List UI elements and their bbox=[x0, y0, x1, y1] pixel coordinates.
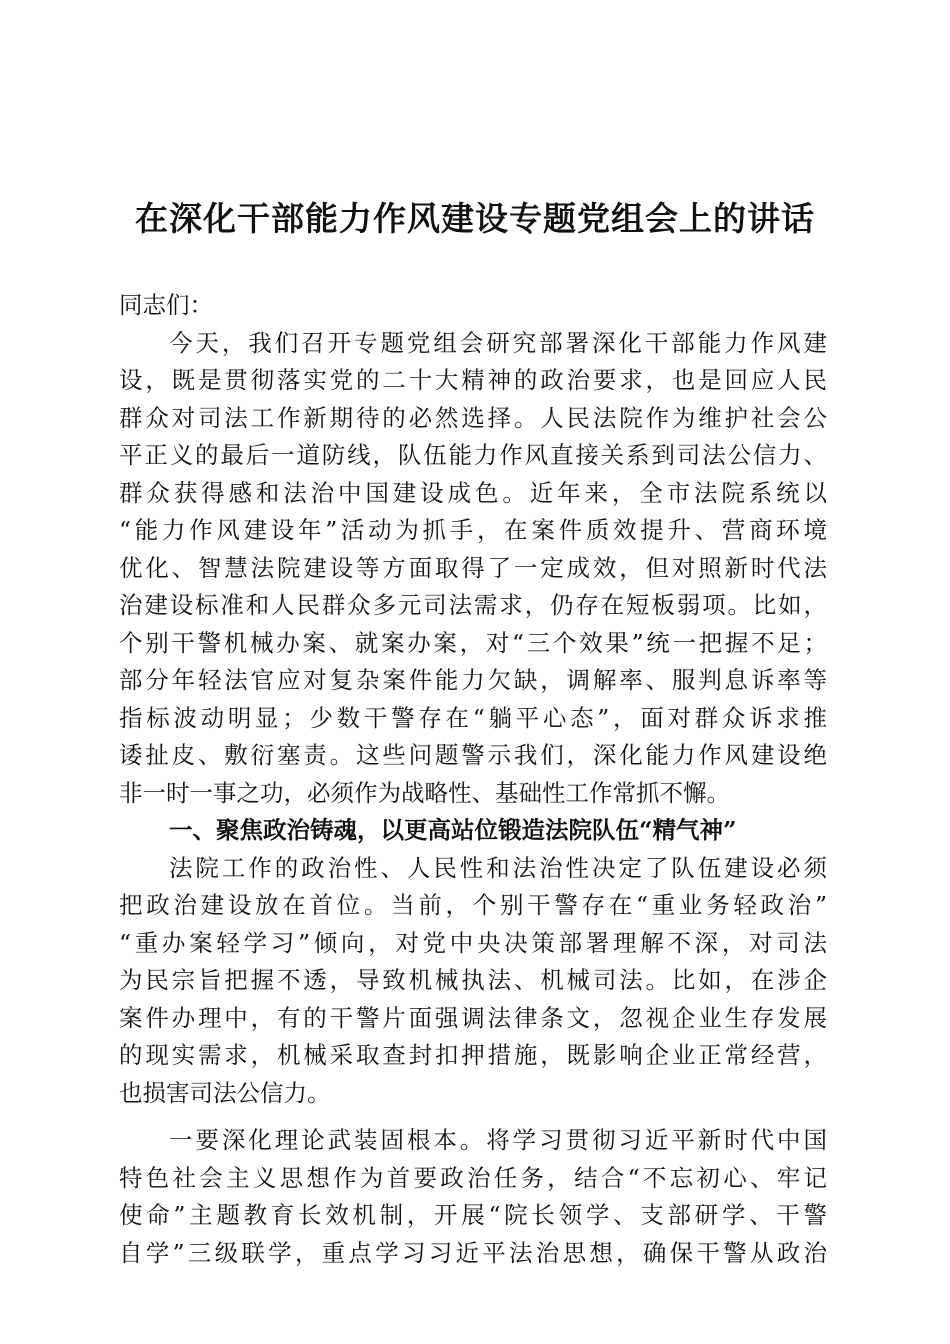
text-line: 今天，我们召开专题党组会研究部署深化干部能力作风建 bbox=[169, 328, 827, 357]
text-line: 使命”主题教育长效机制，开展“院长领学、支部研学、干警 bbox=[119, 1201, 827, 1229]
text-line: 的现实需求，机械采取查封扣押措施，既影响企业正常经营， bbox=[119, 1041, 827, 1069]
text-line: 部分年轻法官应对复杂案件能力欠缺，调解率、服判息诉率等 bbox=[119, 666, 827, 694]
text-line: 为民宗旨把握不透，导致机械执法、机械司法。比如，在涉企 bbox=[119, 966, 827, 994]
text-line: 优化、智慧法院建设等方面取得了一定成效，但对照新时代法 bbox=[119, 553, 827, 582]
text-line: 设，既是贯彻落实党的二十大精神的政治要求，也是回应人民 bbox=[119, 366, 827, 394]
text-line: 法院工作的政治性、人民性和法治性决定了队伍建设必须 bbox=[169, 853, 827, 882]
text-line: 群众获得感和法治中国建设成色。近年来，全市法院系统以 bbox=[119, 478, 827, 507]
paragraph-section-one bbox=[119, 850, 827, 1113]
salutation: 同志们： bbox=[119, 291, 213, 319]
text-line: 群众对司法工作新期待的必然选择。人民法院作为维护社会公 bbox=[119, 403, 827, 432]
paragraph-gap bbox=[119, 1112, 827, 1122]
paragraph-intro bbox=[119, 325, 827, 813]
text-line: 自学”三级联学，重点学习习近平法治思想，确保干警从政治 bbox=[119, 1238, 827, 1267]
text-line: 指标波动明显；少数干警存在“躺平心态”，面对群众诉求推 bbox=[119, 703, 827, 732]
text-line: 一要深化理论武装固根本。将学习贯彻习近平新时代中国 bbox=[169, 1126, 827, 1154]
text-line: 也损害司法公信力。 bbox=[119, 1078, 331, 1107]
text-line: 把政治建设放在首位。当前，个别干警存在“重业务轻政治” bbox=[119, 891, 827, 919]
text-line: “能力作风建设年”活动为抓手，在案件质效提升、营商环境 bbox=[119, 516, 827, 544]
document-title: 在深化干部能力作风建设专题党组会上的讲话 bbox=[135, 199, 815, 238]
text-line: 治建设标准和人民群众多元司法需求，仍存在短板弱项。比如， bbox=[119, 591, 827, 619]
text-line: 非一时一事之功，必须作为战略性、基础性工作常抓不懈。 bbox=[119, 778, 730, 807]
document-body bbox=[119, 287, 827, 1272]
text-line: 案件办理中，有的干警片面强调法律条文，忽视企业生存发展 bbox=[119, 1003, 827, 1032]
section-heading: 一、聚焦政治铸魂，以更高站位锻造法院队伍“精气神” bbox=[169, 816, 737, 844]
text-line: 平正义的最后一道防线，队伍能力作风直接关系到司法公信力、 bbox=[119, 441, 827, 469]
paragraph-theory bbox=[119, 1122, 827, 1272]
text-line: 特色社会主义思想作为首要政治任务，结合“不忘初心、牢记 bbox=[119, 1163, 827, 1192]
text-line: “重办案轻学习”倾向，对党中央决策部署理解不深，对司法 bbox=[119, 928, 827, 957]
text-line: 个别干警机械办案、就案办案，对“三个效果”统一把握不足； bbox=[119, 628, 827, 657]
text-line: 诿扯皮、敷衍塞责。这些问题警示我们，深化能力作风建设绝 bbox=[119, 741, 827, 769]
